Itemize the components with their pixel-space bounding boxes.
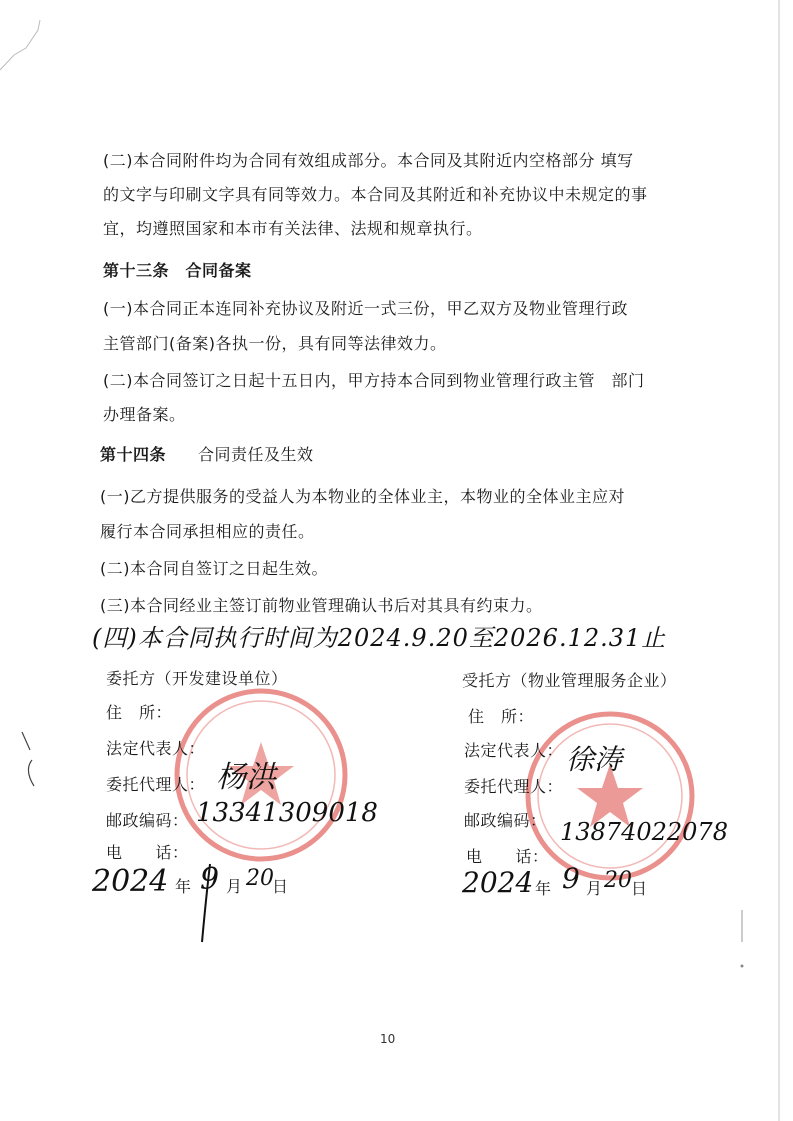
clause-13-1-line-1: (一)本合同正本连同补充协议及附近一式三份，甲乙双方及物业管理行政	[103, 299, 628, 318]
clause-14-1-line-2: 履行本合同承担相应的责任。	[100, 522, 315, 541]
left-phone-label: 电 话：	[106, 843, 189, 862]
right-postcode-label: 邮政编码：	[464, 811, 547, 830]
right-date-day: 20	[604, 868, 632, 893]
right-phone-handwritten: 13874022078	[560, 818, 728, 846]
clause-14-1-line-1: (一)乙方提供服务的受益人为本物业的全体业主，本物业的全体业主应对	[100, 487, 625, 506]
left-date-year-char: 年	[175, 877, 192, 896]
left-agent-signature: 杨洪	[216, 760, 276, 795]
left-postcode-label: 邮政编码：	[106, 811, 189, 830]
handwritten-clause-4: (四)本合同执行时间为2024.9.20至2026.12.31止	[92, 624, 667, 652]
left-date-month: 9	[200, 862, 220, 897]
clause-12-2-line-3: 宜，均遵照国家和本市有关法律、法规和规章执行。	[103, 219, 483, 238]
left-party-title: 委托方（开发建设单位）	[106, 669, 288, 688]
left-phone-handwritten: 13341309018	[196, 798, 378, 828]
clause-12-2-line-1: (二)本合同附件均为合同有效组成部分。本合同及其附近内空格部分 填写	[103, 151, 634, 170]
left-agent-label: 委托代理人：	[106, 775, 206, 794]
clause-13-2-line-2: 办理备案。	[103, 405, 186, 424]
clause-13-2-line-1: (二)本合同签订之日起十五日内，甲方持本合同到物业管理行政主管 部门	[103, 371, 645, 390]
right-legal-rep-label: 法定代表人：	[464, 741, 564, 760]
right-date-day-char: 日	[631, 879, 648, 898]
right-date-year: 2024	[462, 866, 534, 899]
left-date-day: 20	[246, 866, 274, 891]
clause-14-2: (二)本合同自签订之日起生效。	[100, 559, 328, 578]
margin-pen-mark	[14, 730, 44, 790]
right-party-title: 受托方（物业管理服务企业）	[462, 671, 677, 690]
left-address-label: 住 所：	[106, 703, 173, 722]
page-number: 10	[380, 1032, 396, 1046]
right-date-year-char: 年	[535, 879, 552, 898]
article-13-heading: 第十三条 合同备案	[103, 261, 252, 280]
article-14-title: 合同责任及生效	[198, 445, 314, 464]
clause-12-2-line-2: 的文字与印刷文字具有同等效力。本合同及其附近和补充协议中未规定的事	[103, 185, 648, 204]
left-date-day-char: 日	[272, 877, 289, 896]
page-corner-edge	[0, 0, 60, 90]
article-14-number: 第十四条	[100, 445, 167, 464]
right-date-month: 9	[562, 862, 580, 895]
right-agent-label: 委托代理人：	[464, 777, 564, 796]
clause-13-1-line-2: 主管部门(备案)各执一份，具有同等法律效力。	[103, 334, 447, 353]
right-agent-signature: 徐涛	[566, 743, 623, 776]
right-phone-label: 电 话：	[466, 847, 549, 866]
left-date-year: 2024	[92, 864, 169, 899]
scan-speck	[734, 906, 750, 976]
left-date-month-char: 月	[226, 877, 243, 896]
clause-14-3: (三)本合同经业主签订前物业管理确认书后对其具有约束力。	[100, 596, 543, 615]
right-address-label: 住 所：	[468, 707, 535, 726]
left-date-pen-stroke	[196, 858, 220, 948]
scan-right-edge	[776, 0, 793, 1121]
right-date-month-char: 月	[586, 879, 603, 898]
left-legal-rep-label: 法定代表人：	[106, 739, 206, 758]
